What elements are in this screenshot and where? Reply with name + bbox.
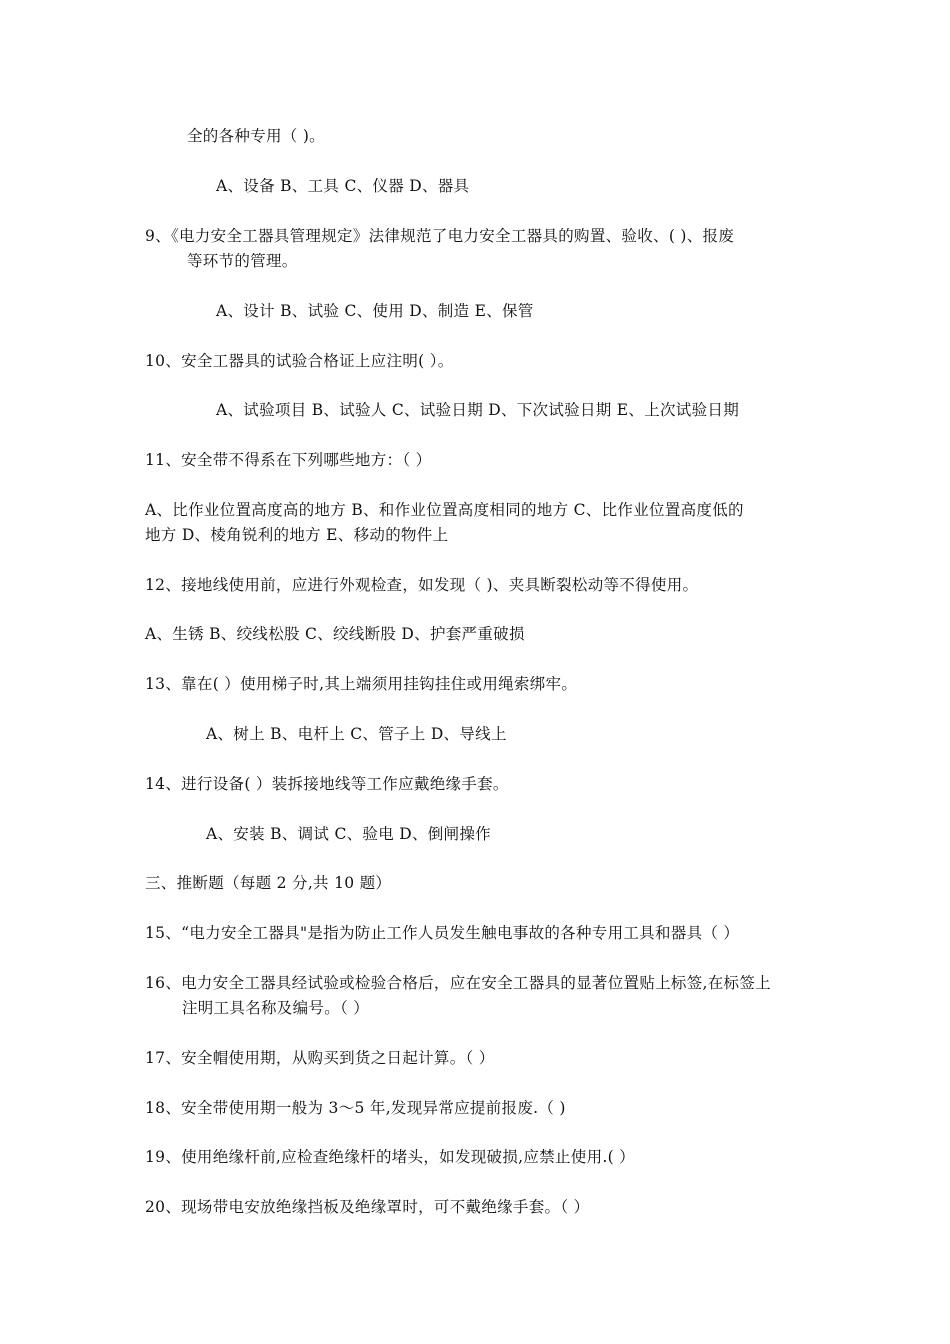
section-3-heading: 三、推断题（每题 2 分,共 10 题）: [145, 874, 392, 892]
q20-text: 20、现场带电安放绝缘挡板及绝缘罩时，可不戴绝缘手套。（ ）: [145, 1198, 590, 1216]
q14-text: 14、进行设备( ）装拆接地线等工作应戴绝缘手套。: [145, 775, 509, 793]
q19-text: 19、使用绝缘杆前,应检查绝缘杆的堵头，如发现破损,应禁止使用.( ）: [145, 1148, 635, 1166]
q9-text: 9、《电力安全工器具管理规定》法律规范了电力安全工器具的购置、验收、( )、报废: [145, 227, 735, 245]
q11-options: A、比作业位置高度高的地方 B、和作业位置高度相同的地方 C、比作业位置高度低的: [145, 501, 744, 519]
q10-text: 10、安全工器具的试验合格证上应注明( ）。: [145, 352, 454, 370]
q13-text: 13、靠在( ）使用梯子时,其上端须用挂钩挂住或用绳索绑牢。: [145, 675, 578, 693]
q8-continuation: 全的各种专用（ )。: [187, 127, 325, 145]
q15-text: 15、“电力安全工器具"是指为防止工作人员发生触电事故的各种专用工具和器具（ ）: [145, 924, 740, 942]
q17-text: 17、安全帽使用期，从购买到货之日起计算。（ ）: [145, 1049, 495, 1067]
q9-text-continuation: 等环节的管理。: [187, 252, 298, 270]
q8-options: A、设备 B、工具 C、仪器 D、器具: [216, 177, 470, 195]
q9-options: A、设计 B、试验 C、使用 D、制造 E、保管: [216, 302, 534, 320]
q12-options: A、生锈 B、绞线松股 C、绞线断股 D、护套严重破损: [145, 625, 525, 643]
q16-text: 16、电力安全工器具经试验或检验合格后，应在安全工器具的显著位置贴上标签,在标签上: [145, 974, 771, 992]
q10-options: A、试验项目 B、试验人 C、试验日期 D、下次试验日期 E、上次试验日期: [216, 401, 739, 419]
q13-options: A、树上 B、电杆上 C、管子上 D、导线上: [206, 725, 507, 743]
q16-text-continuation: 注明工具名称及编号。（ ）: [182, 999, 370, 1017]
q12-text: 12、接地线使用前，应进行外观检查，如发现（ )、夹具断裂松动等不得使用。: [145, 576, 699, 594]
q11-text: 11、安全带不得系在下列哪些地方：（ ）: [145, 451, 432, 469]
q18-text: 18、安全带使用期一般为 3～5 年,发现异常应提前报废.（ ): [145, 1099, 566, 1117]
q14-options: A、安装 B、调试 C、验电 D、倒闸操作: [206, 825, 491, 843]
q11-options-continuation: 地方 D、棱角锐利的地方 E、移动的物件上: [145, 526, 449, 544]
